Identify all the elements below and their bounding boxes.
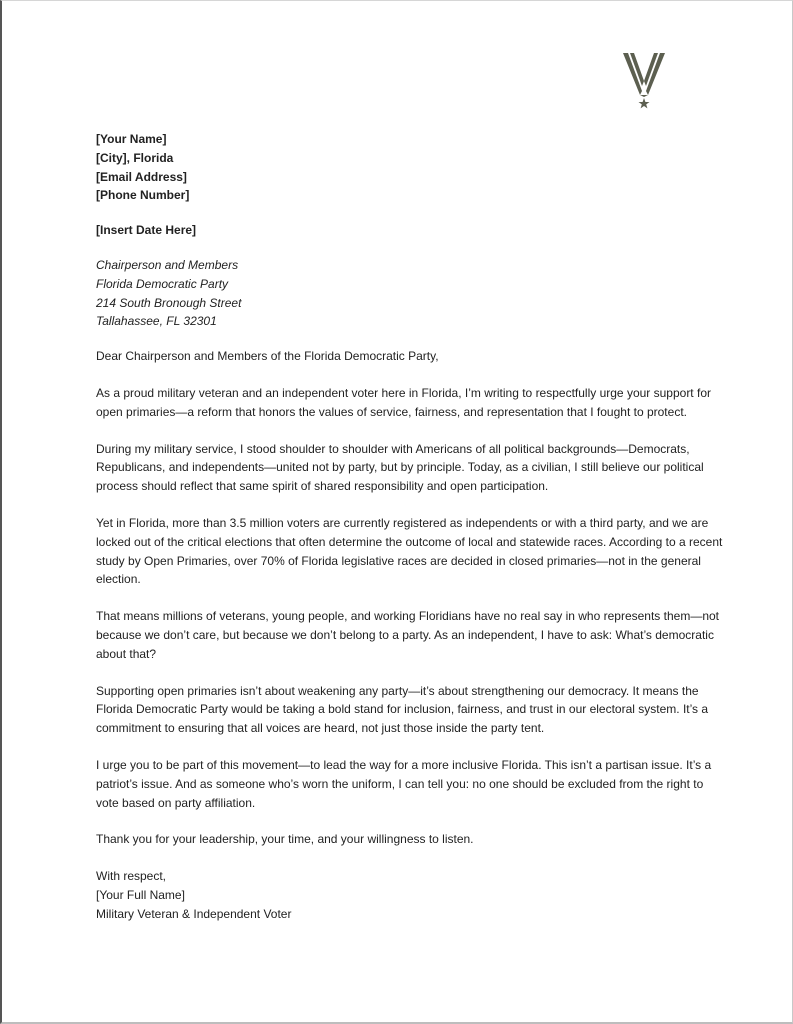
- body-paragraph-6: I urge you to be part of this movement—to lead the way for a more inclusive Florida. This isn’t a partisan issue. It’s a patriot’s issue. And as someone who’s worn the uniform, I can tell you: no one should be excluded from the right to vote based on party affiliation.: [96, 757, 712, 810]
- body-paragraph-2: During my military service, I stood shoulder to shoulder with Americans of all political backgrounds—Democrats, Republicans, and independents—united not by party, but by principle. Today, as a civilian, I still believe our political process should reflect that same spirit of shared responsibility and open participation.: [96, 441, 704, 494]
- sender-phone: [Phone Number]: [96, 188, 190, 203]
- salutation: Dear Chairperson and Members of the Florida Democratic Party,: [96, 349, 439, 364]
- sender-block: [96, 130, 726, 205]
- body-paragraph-5: Supporting open primaries isn’t about weakening any party—it’s about strengthening our democracy. It means the Florida Democratic Party would be taking a bold stand for inclusion, fairness, and trust in our electoral system. It’s a commitment to ensuring that all voices are heard, not just those inside the party tent.: [96, 683, 709, 736]
- recipient-line-3: 214 South Bronough Street: [96, 295, 242, 310]
- sender-city: [City], Florida: [96, 150, 174, 165]
- medal-v-ribbon-star-icon: [623, 53, 665, 109]
- letter-date: [Insert Date Here]: [96, 223, 197, 238]
- recipient-line-1: Chairperson and Members: [96, 257, 239, 272]
- body-paragraph-1: As a proud military veteran and an independent voter here in Florida, I’m writing to respectfully urge your support for open primaries—a reform that honors the values of service, fairness, and representation that I fought to protect.: [96, 385, 711, 419]
- closing-block: [96, 867, 726, 923]
- sender-email: [Email Address]: [96, 169, 187, 184]
- recipient-line-2: Florida Democratic Party: [96, 276, 229, 291]
- signature-name: [Your Full Name]: [96, 887, 185, 902]
- recipient-block: [96, 256, 726, 331]
- letter-body: [96, 130, 726, 924]
- valediction: With respect,: [96, 869, 167, 884]
- signature-title: Military Veteran & Independent Voter: [96, 906, 292, 921]
- body-paragraph-7: Thank you for your leadership, your time, and your willingness to listen.: [96, 832, 474, 847]
- body-paragraph-3: Yet in Florida, more than 3.5 million voters are currently registered as independents or with a third party, and we are locked out of the critical elections that often determine the outcome of local and statewide races. According to a recent study by Open Primaries, over 70% of Florida legislative races are decided in closed primaries—not in the general election.: [96, 515, 723, 587]
- body-paragraph-4: That means millions of veterans, young people, and working Floridians have no real say in who represents them—not because we don’t care, but because we don’t belong to a party. As an independent, I have to ask: What’s democratic about that?: [96, 609, 719, 661]
- sender-name: [Your Name]: [96, 132, 167, 146]
- recipient-line-4: Tallahassee, FL 32301: [96, 314, 217, 329]
